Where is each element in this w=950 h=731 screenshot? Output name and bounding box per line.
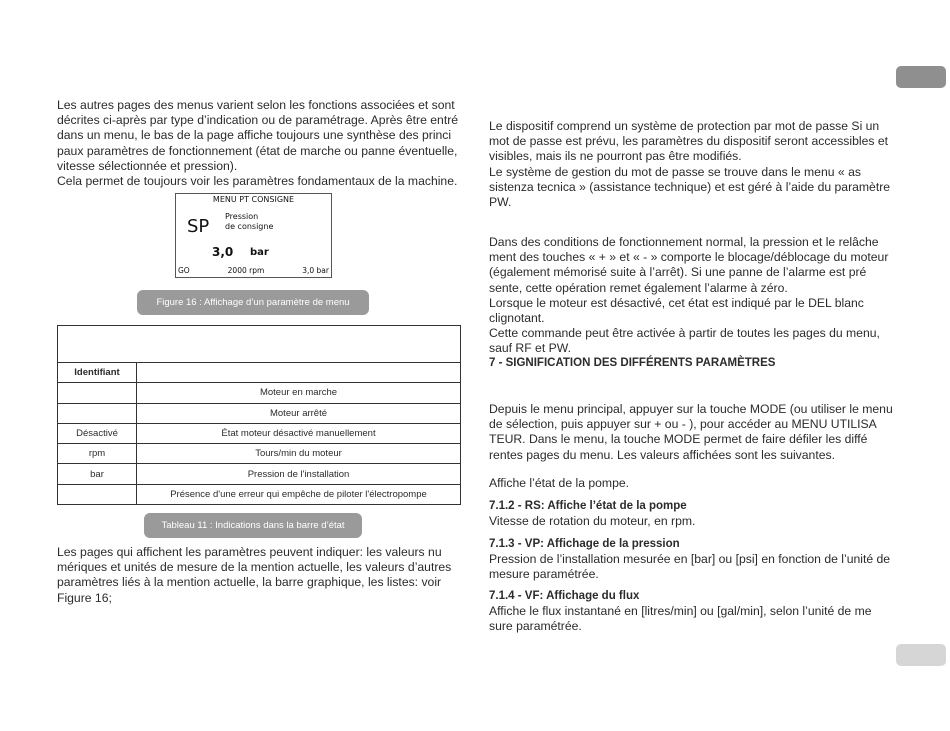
text-line: Cette commande peut être activée à partir de toutes les pages du menu, bbox=[489, 326, 880, 341]
display-value: 3,0 bbox=[212, 245, 234, 259]
row-id bbox=[58, 403, 137, 423]
text-line: dans un menu, le bas de la page affiche toujours une synthèse des princi bbox=[57, 128, 452, 143]
table-row bbox=[58, 444, 461, 464]
display-code: SP bbox=[187, 216, 210, 237]
header-description bbox=[137, 363, 461, 383]
row-id: Désactivé bbox=[58, 423, 137, 443]
menu-paragraph bbox=[489, 402, 895, 463]
display-screen bbox=[175, 193, 332, 278]
page-tab-top bbox=[896, 66, 946, 88]
outro-paragraph bbox=[57, 545, 463, 606]
status-speed: 2000 rpm bbox=[227, 266, 265, 275]
text-line: TEUR. Dans le menu, la touche MODE permet de faire défiler les diffé bbox=[489, 432, 868, 447]
text-line: mesure paramétrée. bbox=[489, 567, 599, 582]
text-line: sure paramétrée. bbox=[489, 619, 582, 634]
text-line: Le dispositif comprend un système de protection par mot de passe Si un bbox=[489, 119, 880, 133]
status-state: GO bbox=[178, 266, 190, 275]
row-desc: Moteur arrêté bbox=[137, 403, 461, 423]
status-table bbox=[57, 325, 461, 505]
text-line: Dans des conditions de fonctionnement normal, la pression et le relâche bbox=[489, 235, 879, 249]
table-row bbox=[58, 464, 461, 484]
lock-paragraph bbox=[489, 235, 895, 357]
text-line: sente, cette opération remet également l’alarme à zéro. bbox=[489, 280, 788, 295]
text-line: sauf RF et PW. bbox=[489, 341, 571, 356]
text-line: de sélection, puis appuyer sur + ou - ), pour accéder au MENU UTILISA bbox=[489, 417, 877, 432]
password-paragraph bbox=[489, 119, 895, 210]
text-line: visibles, mais ils ne pourront pas être modifiés. bbox=[489, 149, 742, 164]
vp-heading: 7.1.3 - VP: Affichage de la pression bbox=[489, 538, 680, 550]
text-line: (également mémorisé suite à l’arrêt). Si une panne de l’alarme est pré bbox=[489, 265, 867, 280]
intro-paragraph bbox=[57, 98, 463, 189]
text-line: sistenza tecnica » (assistance technique) et est géré à l’aide du paramètre bbox=[489, 179, 891, 194]
row-desc: Moteur en marche bbox=[137, 383, 461, 403]
table-row bbox=[58, 484, 461, 504]
text-line: rentes pages du menu. Les valeurs affichées sont les suivantes. bbox=[489, 447, 835, 462]
text-line: mériques et unités de mesure de la mention actuelle, les valeurs d’autres bbox=[57, 560, 452, 575]
vf-heading: 7.1.4 - VF: Affichage du flux bbox=[489, 590, 640, 602]
display-description bbox=[225, 212, 273, 232]
page-tab-bottom bbox=[896, 644, 946, 666]
vp-block bbox=[489, 537, 895, 583]
table-header-row bbox=[58, 363, 461, 383]
text-line: Affiche l’état de la pompe. bbox=[489, 476, 630, 490]
display-unit: bar bbox=[250, 247, 269, 258]
table-caption: Tableau 11 : Indications dans la barre d’état bbox=[144, 513, 362, 538]
row-id bbox=[58, 383, 137, 403]
text-line: Lorsque le moteur est désactivé, cet état est indiqué par le DEL blanc bbox=[489, 295, 864, 310]
row-desc: Présence d'une erreur qui empêche de piloter l'électropompe bbox=[137, 484, 461, 504]
text-line: Vitesse de rotation du moteur, en rpm. bbox=[489, 514, 696, 529]
section-heading-block bbox=[489, 356, 895, 371]
text-line: paux paramètres de fonctionnement (état de marche ou panne éventuelle, bbox=[57, 143, 458, 158]
row-id: rpm bbox=[58, 444, 137, 464]
row-id bbox=[58, 484, 137, 504]
text-line: paramètres liés à la mention actuelle, la barre graphique, les listes: voir bbox=[57, 575, 442, 590]
text-line: Les pages qui affichent les paramètres peuvent indiquer: les valeurs nu bbox=[57, 545, 442, 559]
rs-block bbox=[489, 499, 895, 529]
header-identifiant: Identifiant bbox=[58, 363, 137, 383]
display-desc-line: Pression bbox=[225, 212, 259, 221]
text-line: décrites ci-après par type d’indication ou de paramétrage. Après être entré bbox=[57, 113, 459, 128]
row-desc: État moteur désactivé manuellement bbox=[137, 423, 461, 443]
text-line: clignotant. bbox=[489, 311, 545, 326]
text-line: Figure 16; bbox=[57, 590, 112, 605]
vf-block bbox=[489, 589, 895, 635]
table-row bbox=[58, 403, 461, 423]
table-row bbox=[58, 383, 461, 403]
text-line: PW. bbox=[489, 195, 512, 210]
display-title: MENU PT CONSIGNE bbox=[212, 195, 295, 204]
figure-caption: Figure 16 : Affichage d’un paramètre de menu bbox=[137, 290, 369, 315]
text-line: Les autres pages des menus varient selon les fonctions associées et sont bbox=[57, 98, 455, 112]
text-line: Depuis le menu principal, appuyer sur la touche MODE (ou utiliser le menu bbox=[489, 402, 893, 416]
row-desc: Pression de l'installation bbox=[137, 464, 461, 484]
table-row bbox=[58, 423, 461, 443]
display-desc-line: de consigne bbox=[225, 222, 274, 231]
status-pressure: 3,0 bar bbox=[302, 266, 329, 275]
text-line: Pression de l’installation mesurée en [bar] ou [psi] en fonction de l’unité de bbox=[489, 552, 891, 567]
text-line: Le système de gestion du mot de passe se trouve dans le menu « as bbox=[489, 164, 861, 179]
text-line: ment des touches « + » et « - » comporte le blocage/déblocage du moteur bbox=[489, 250, 889, 265]
state-paragraph bbox=[489, 476, 895, 491]
rs-heading: 7.1.2 - RS: Affiche l’état de la pompe bbox=[489, 500, 687, 512]
row-id: bar bbox=[58, 464, 137, 484]
row-desc: Tours/min du moteur bbox=[137, 444, 461, 464]
text-line: vitesse sélectionnée et pression). bbox=[57, 158, 238, 173]
table-title-row bbox=[58, 326, 461, 363]
text-line: mot de passe est prévu, les paramètres du dispositif seront accessibles et bbox=[489, 134, 888, 149]
display-status-bar bbox=[178, 266, 329, 275]
text-line: Affiche le flux instantané en [litres/min] ou [gal/min], selon l’unité de me bbox=[489, 604, 872, 619]
text-line: Cela permet de toujours voir les paramètres fondamentaux de la machine. bbox=[57, 174, 458, 189]
section-heading: 7 - SIGNIFICATION DES DIFFÉRENTS PARAMÈTRES bbox=[489, 357, 776, 369]
